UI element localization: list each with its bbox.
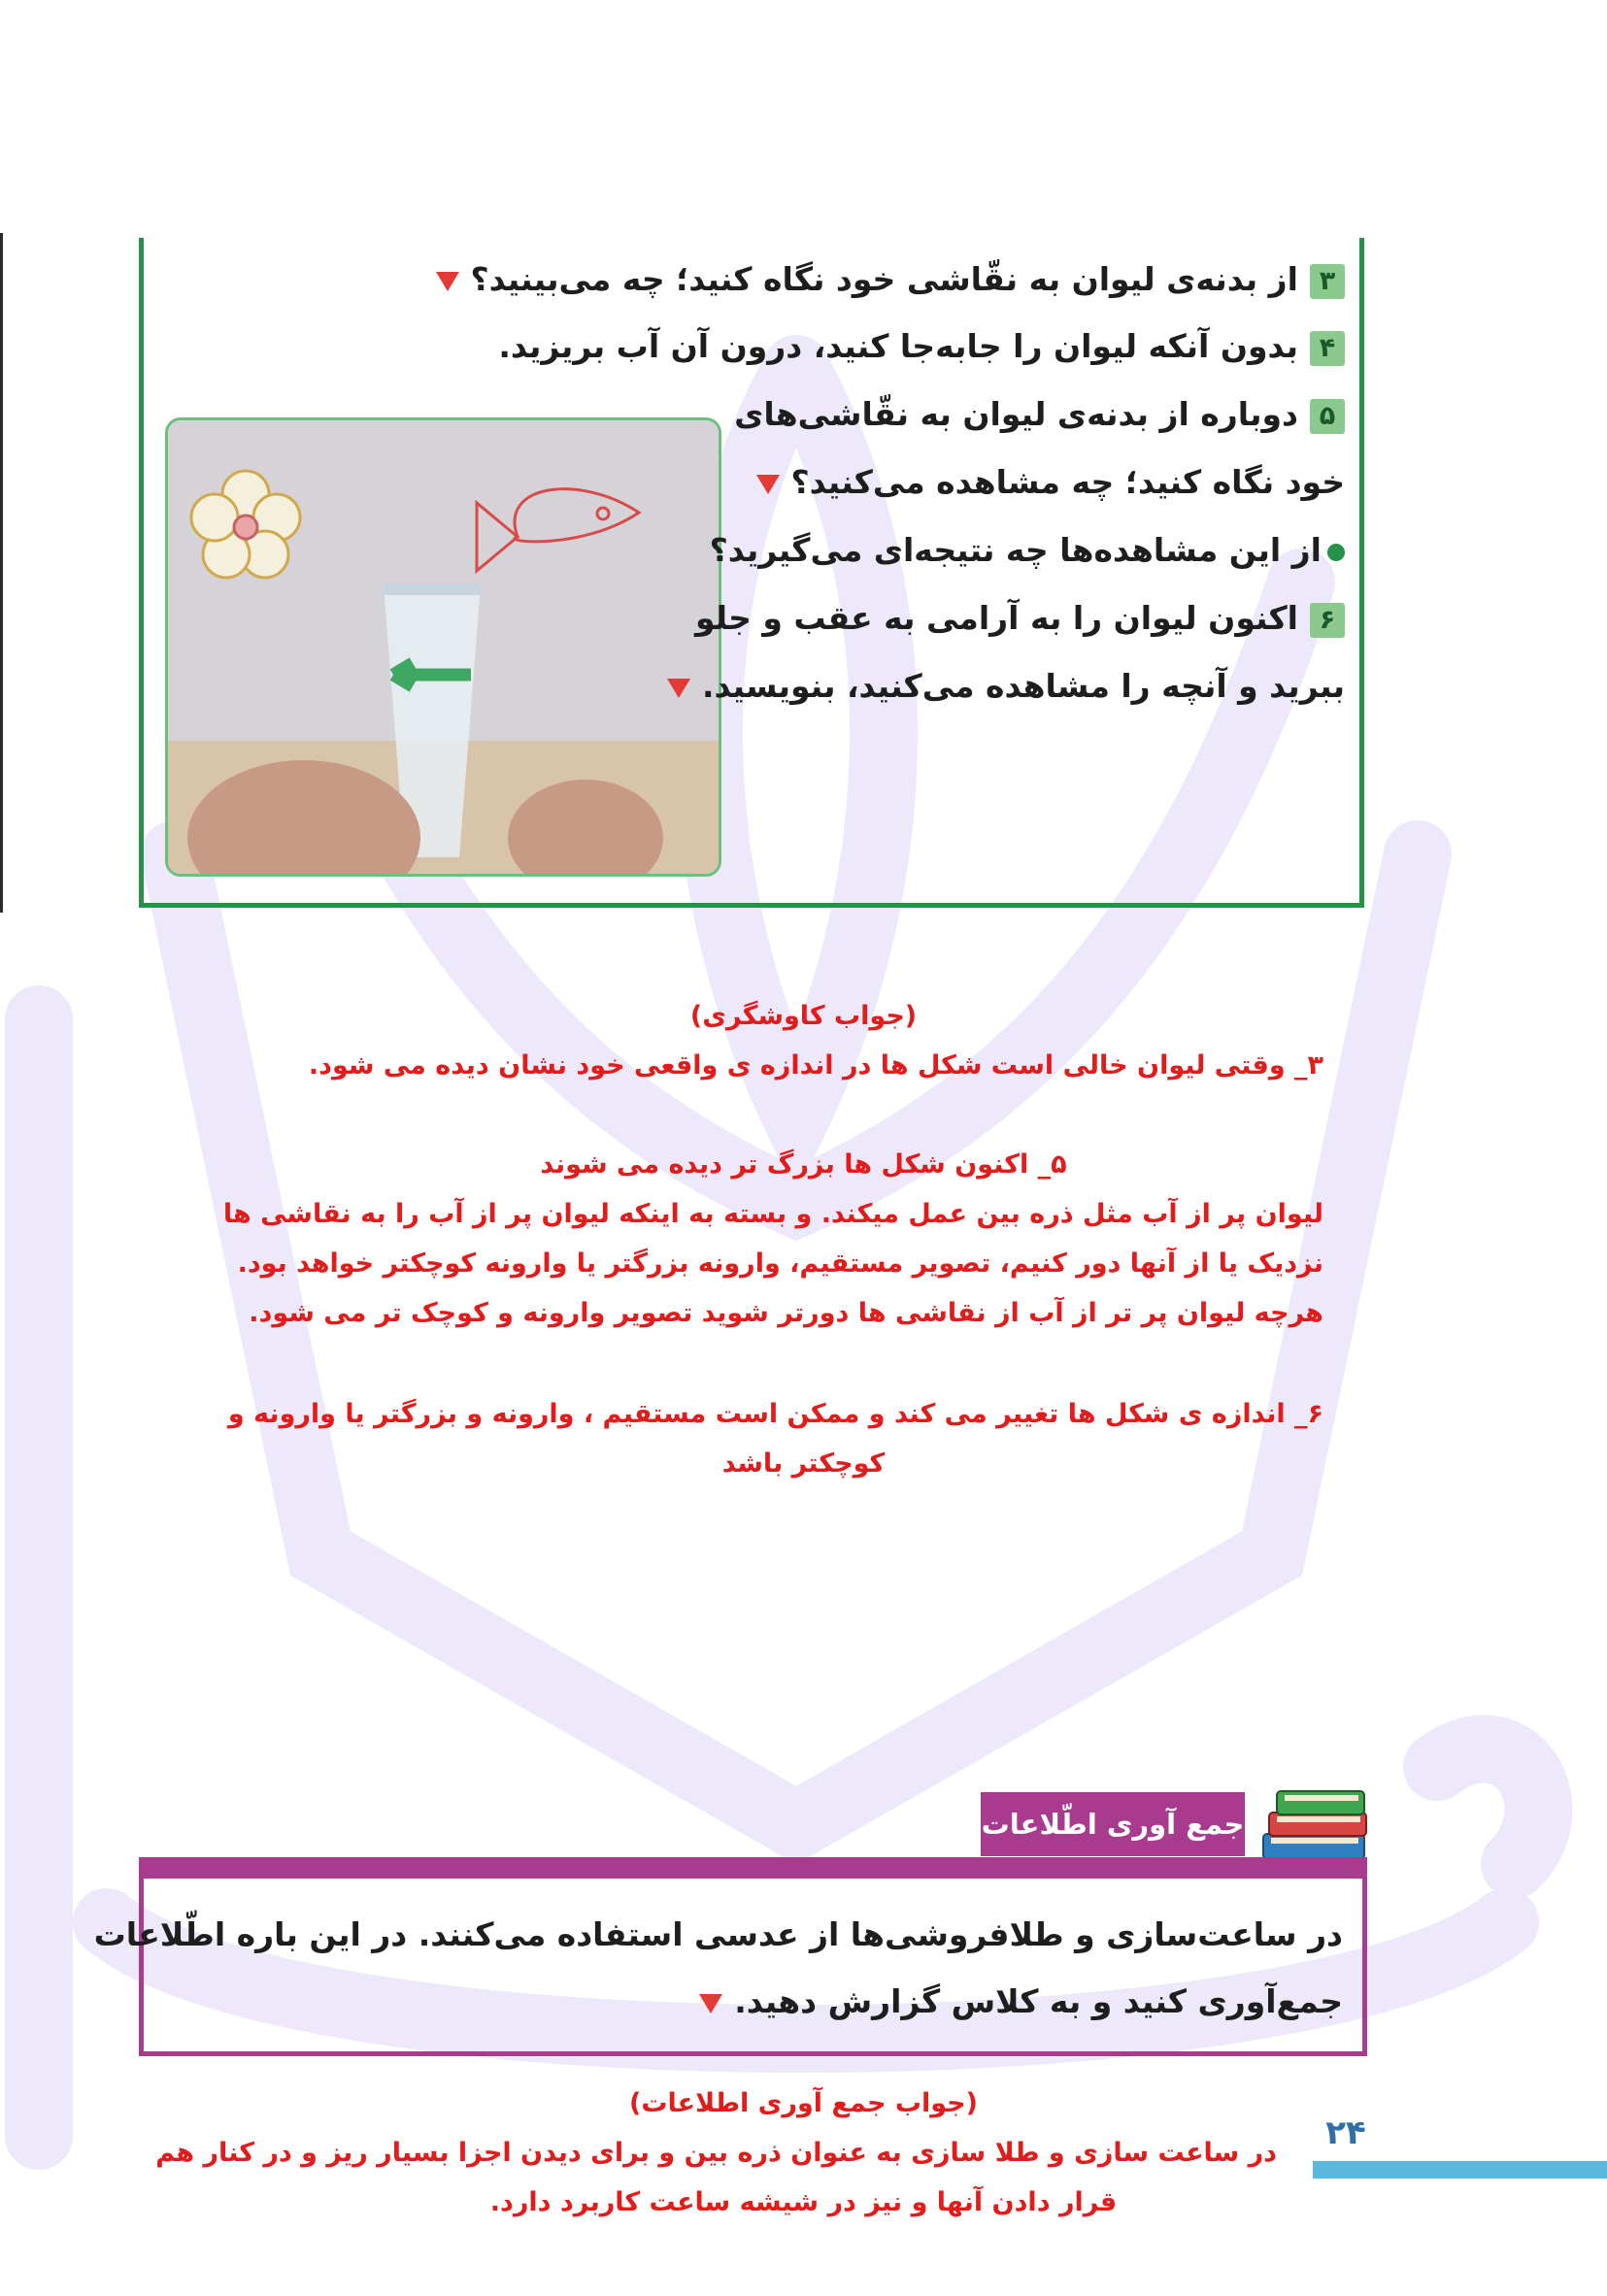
info-text-1: در ساعت‌سازی و طلافروشی‌ها از عدسی استفاده می‌کنند. در این باره اطّلاعات — [93, 1915, 1343, 1953]
step-5 — [734, 392, 1345, 437]
step-4-number: ۴ — [1310, 331, 1345, 366]
step-5-text-2: خود نگاه کنید؛ چه مشاهده می‌کنید؟ — [790, 463, 1345, 501]
step-6 — [695, 596, 1345, 641]
page-edge-line — [0, 233, 3, 913]
answer-5-title: ۵_ اکنون شکل ها بزرگ تر دیده می شوند — [540, 1149, 1067, 1180]
info-answer-line-1: در ساعت سازی و طلا سازی به عنوان ذره بین و برای دیدن اجزا بسیار ریز و در کنار هم — [155, 2138, 1277, 2168]
answer-3: ۳_ وقتی لیوان خالی است شکل ها در اندازه ی واقعی خود نشان دیده می شود. — [308, 1050, 1323, 1081]
red-triangle-icon — [436, 272, 459, 291]
page-number: ۲۴ — [1325, 2113, 1366, 2152]
info-answer-heading: (جواب جمع آوری اطلاعات) — [629, 2088, 978, 2118]
step-6-cont — [667, 664, 1345, 709]
answer-5-line-3: هرچه لیوان پر تر از آب از نقاشی ها دورتر شوید تصویر وارونه و کوچک تر می شود. — [249, 1298, 1323, 1328]
step-5-text-1: دوباره از بدنه‌ی لیوان به نقّاشی‌های — [734, 395, 1298, 433]
red-triangle-icon — [667, 679, 690, 698]
step-6-number: ۶ — [1310, 603, 1345, 638]
step-6-text-1: اکنون لیوان را به آرامی به عقب و جلو — [694, 599, 1298, 637]
info-text-2: جمع‌آوری کنید و به کلاس گزارش دهید. — [734, 1982, 1343, 2020]
step-4 — [498, 324, 1345, 369]
answer-6-line-2: کوچکتر باشد — [721, 1448, 886, 1479]
step-6-text-2: ببرید و آنچه را مشاهده می‌کنید، بنویسید. — [701, 667, 1345, 705]
conclusion-question — [710, 528, 1345, 573]
step-3-number: ۳ — [1310, 264, 1345, 299]
step-5-number: ۵ — [1310, 399, 1345, 434]
step-5-cont — [756, 460, 1345, 505]
red-triangle-icon — [756, 475, 780, 494]
info-section-tab: جمع آوری اطّلاعات — [981, 1792, 1245, 1856]
bullet-dot-icon — [1327, 544, 1345, 561]
info-text-2-row — [699, 1982, 1343, 2020]
page-number-bar — [1313, 2161, 1607, 2179]
answer-5-line-2: نزدیک یا از آنها دور کنیم، تصویر مستقیم، وارونه بزرگتر یا وارونه کوچکتر خواهد بود. — [237, 1248, 1323, 1279]
info-box — [139, 1857, 1367, 2056]
glass-photo — [165, 417, 721, 877]
answers-heading: (جواب کاوشگری) — [689, 1001, 918, 1031]
answer-5-line-1: لیوان پر از آب مثل ذره بین عمل میکند. و بسته به اینکه لیوان پر از آب را به نقاشی ها — [222, 1199, 1323, 1229]
red-triangle-icon — [699, 1994, 722, 2013]
step-3 — [436, 257, 1346, 302]
step-4-text: بدون آنکه لیوان را جابه‌جا کنید، درون آن آب بریزید. — [498, 327, 1298, 365]
conclusion-text: از این مشاهده‌ها چه نتیجه‌ای می‌گیرید؟ — [709, 531, 1322, 569]
books-icon — [1257, 1780, 1372, 1867]
step-3-text: از بدنه‌ی لیوان به نقّاشی خود نگاه کنید؛ چه می‌بینید؟ — [470, 260, 1298, 298]
info-answer-line-2: قرار دادن آنها و نیز در شیشه ساعت کاربرد دارد. — [489, 2187, 1118, 2217]
answer-6-line-1: ۶_ اندازه ی شکل ها تغییر می کند و ممکن است مستقیم ، وارونه و بزرگتر یا وارونه و — [227, 1399, 1323, 1429]
